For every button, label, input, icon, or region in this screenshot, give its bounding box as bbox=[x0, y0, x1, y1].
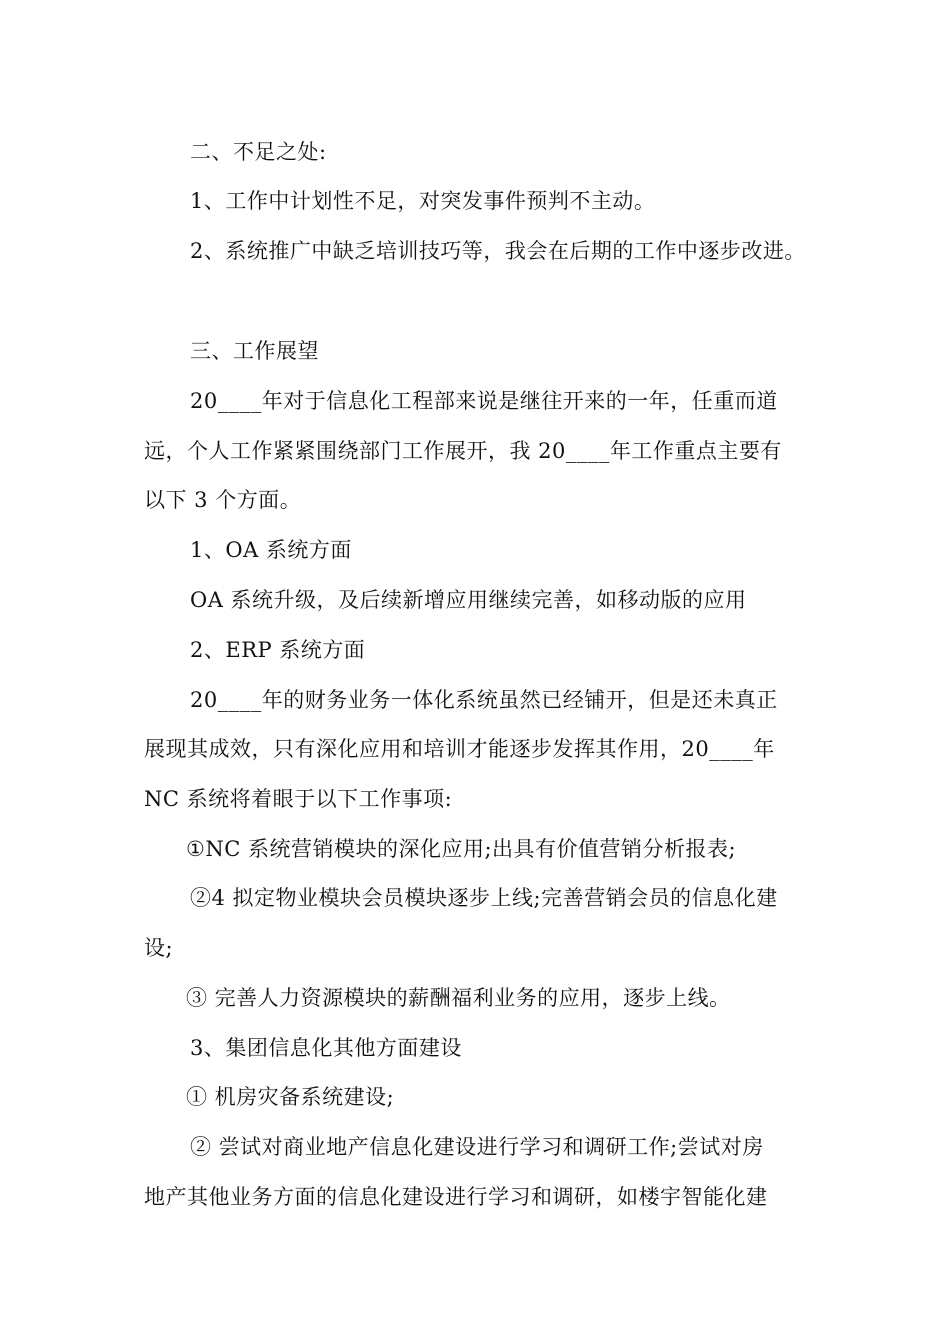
group-item-2-line-1: ② 尝试对商业地产信息化建设进行学习和调研工作;尝试对房 bbox=[190, 1135, 764, 1159]
shortcoming-item-1: 1、工作中计划性不足，对突发事件预判不主动。 bbox=[190, 189, 656, 213]
group-item-2-line-2: 地产其他业务方面的信息化建设进行学习和调研，如楼宇智能化建 bbox=[144, 1185, 768, 1209]
nc-item-1: ①NC 系统营销模块的深化应用;出具有价值营销分析报表; bbox=[186, 837, 737, 861]
section-heading-shortcomings: 二、不足之处: bbox=[190, 140, 327, 164]
group-heading: 3、集团信息化其他方面建设 bbox=[190, 1036, 462, 1060]
oa-heading: 1、OA 系统方面 bbox=[190, 538, 352, 562]
oa-text: OA 系统升级，及后续新增应用继续完善，如移动版的应用 bbox=[190, 588, 747, 612]
shortcoming-item-2: 2、系统推广中缺乏培训技巧等，我会在后期的工作中逐步改进。 bbox=[190, 239, 806, 263]
nc-item-2-line-2: 设; bbox=[144, 936, 174, 960]
erp-heading: 2、ERP 系统方面 bbox=[190, 638, 366, 662]
erp-paragraph-line-2: 展现其成效，只有深化应用和培训才能逐步发挥其作用，20____年 bbox=[144, 737, 775, 761]
nc-item-3: ③ 完善人力资源模块的薪酬福利业务的应用，逐步上线。 bbox=[186, 986, 731, 1010]
outlook-paragraph-line-2: 远，个人工作紧紧围绕部门工作展开，我 20____年工作重点主要有 bbox=[144, 439, 782, 463]
erp-paragraph-line-1: 20____年的财务业务一体化系统虽然已经铺开，但是还未真正 bbox=[190, 688, 778, 712]
outlook-paragraph-line-3: 以下 3 个方面。 bbox=[144, 488, 302, 512]
erp-paragraph-line-3: NC 系统将着眼于以下工作事项: bbox=[144, 787, 453, 811]
outlook-paragraph-line-1: 20____年对于信息化工程部来说是继往开来的一年，任重而道 bbox=[190, 389, 778, 413]
nc-item-2-line-1: ②4 拟定物业模块会员模块逐步上线;完善营销会员的信息化建 bbox=[190, 886, 778, 910]
section-heading-outlook: 三、工作展望 bbox=[190, 339, 319, 363]
group-item-1: ① 机房灾备系统建设; bbox=[186, 1085, 395, 1109]
